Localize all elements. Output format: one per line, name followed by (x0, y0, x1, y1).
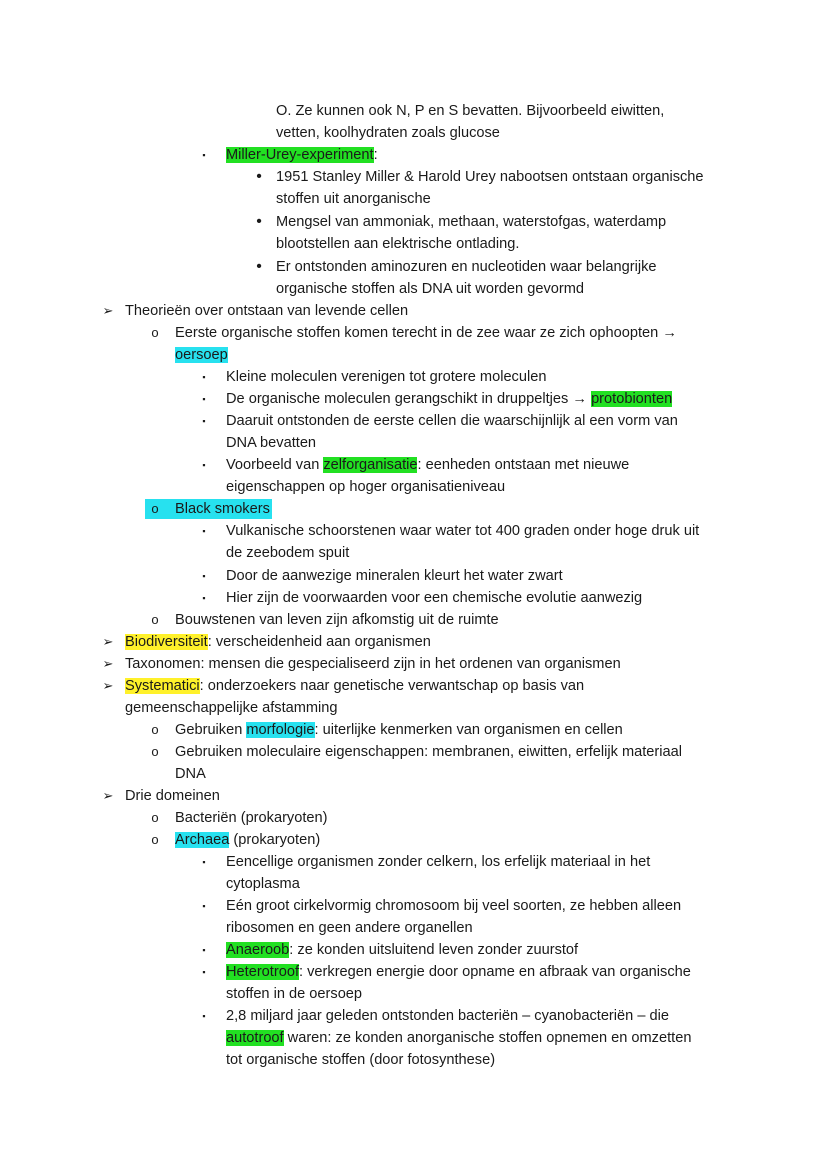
dot-bullet-icon: • (256, 258, 262, 275)
list-item: Miller-Urey-experiment: (226, 147, 378, 163)
square-bullet-icon: ▪ (202, 945, 206, 955)
list-item: Hier zijn de voorwaarden voor een chemische evolutie aanwezig (226, 590, 643, 606)
circle-bullet-icon: o (151, 501, 159, 516)
list-item: Eén groot cirkelvormig chromosoom bij veel soorten, ze hebben alleen (226, 898, 682, 914)
right-arrow-icon: → (662, 325, 677, 341)
list-item: Bouwstenen van leven zijn afkomstig uit de ruimte (175, 612, 499, 628)
text-line: organische stoffen als DNA uit worden gevormd (276, 281, 584, 297)
list-item: De organische moleculen gerangschikt in druppeltjes → protobionten (226, 391, 673, 407)
list-item: Vulkanische schoorstenen waar water tot 400 graden onder hoge druk uit (226, 523, 700, 539)
circle-bullet-icon: o (151, 832, 159, 847)
square-bullet-icon: ▪ (202, 593, 206, 603)
highlighted-term: morfologie (246, 722, 315, 738)
list-item: Er ontstonden aminozuren en nucleotiden waar belangrijke (276, 259, 657, 275)
text-line: stoffen in de oersoep (226, 986, 363, 1002)
list-item: Mengsel van ammoniak, methaan, waterstofgas, waterdamp (276, 214, 667, 230)
square-bullet-icon: ▪ (202, 901, 206, 911)
highlighted-term: Miller-Urey-experiment (226, 147, 374, 163)
right-arrow-icon: → (572, 391, 587, 407)
arrow-bullet-icon: ➢ (102, 678, 114, 693)
list-item: Gebruiken morfologie: uiterlijke kenmerken van organismen en cellen (175, 722, 623, 738)
arrow-bullet-icon: ➢ (102, 634, 114, 649)
arrow-bullet-icon: ➢ (102, 303, 114, 318)
list-item: Anaeroob: ze konden uitsluitend leven zonder zuurstof (226, 942, 579, 958)
highlighted-term: Anaeroob (226, 942, 290, 958)
list-item: Drie domeinen (125, 788, 220, 804)
list-item: 2,8 miljard jaar geleden ontstonden bacteriën – cyanobacteriën – die (226, 1008, 669, 1024)
dot-bullet-icon: • (256, 213, 262, 230)
text-line: cytoplasma (226, 876, 300, 892)
text-line: eigenschappen op hoger organisatieniveau (226, 479, 506, 495)
text-line: O. Ze kunnen ook N, P en S bevatten. Bijvoorbeeld eiwitten, (276, 103, 665, 119)
text-line: ribosomen en geen andere organellen (226, 920, 473, 936)
list-item: Systematici: onderzoekers naar genetische verwantschap op basis van (125, 678, 585, 694)
highlighted-term: Biodiversiteit (125, 634, 208, 650)
list-item: Archaea (prokaryoten) (175, 832, 321, 848)
list-item: Voorbeeld van zelforganisatie: eenheden ontstaan met nieuwe (226, 457, 630, 473)
square-bullet-icon: ▪ (202, 150, 206, 160)
highlighted-term: autotroof (226, 1030, 284, 1046)
list-item: Taxonomen: mensen die gespecialiseerd zijn in het ordenen van organismen (125, 656, 621, 672)
square-bullet-icon: ▪ (202, 526, 206, 536)
highlighted-term: protobionten (591, 391, 673, 407)
highlighted-term: Heterotroof (226, 964, 300, 980)
square-bullet-icon: ▪ (202, 857, 206, 867)
text-line: de zeebodem spuit (226, 545, 350, 561)
circle-bullet-icon: o (151, 810, 159, 825)
list-item: Daaruit ontstonden de eerste cellen die waarschijnlijk al een vorm van (226, 413, 678, 429)
list-item: Door de aanwezige mineralen kleurt het water zwart (226, 568, 563, 584)
text-line: DNA (175, 766, 206, 782)
list-item: 1951 Stanley Miller & Harold Urey nabootsen ontstaan organische (276, 169, 704, 185)
square-bullet-icon: ▪ (202, 967, 206, 977)
list-item: Black smokers (175, 501, 270, 517)
text-line: vetten, koolhydraten zoals glucose (276, 125, 500, 141)
circle-bullet-icon: o (151, 612, 159, 627)
square-bullet-icon: ▪ (202, 460, 206, 470)
highlighted-term: zelforganisatie (323, 457, 418, 473)
arrow-bullet-icon: ➢ (102, 656, 114, 671)
text-line: tot organische stoffen (door fotosynthese) (226, 1052, 496, 1068)
text-line: autotroof waren: ze konden anorganische stoffen opnemen en omzetten (226, 1030, 692, 1046)
list-item: Gebruiken moleculaire eigenschappen: membranen, eiwitten, erfelijk materiaal (175, 744, 682, 760)
square-bullet-icon: ▪ (202, 1011, 206, 1021)
square-bullet-icon: ▪ (202, 571, 206, 581)
arrow-bullet-icon: ➢ (102, 788, 114, 803)
square-bullet-icon: ▪ (202, 372, 206, 382)
text-line (175, 344, 228, 366)
list-item: Biodiversiteit: verscheidenheid aan organismen (125, 634, 431, 650)
circle-bullet-icon: o (151, 744, 159, 759)
square-bullet-icon: ▪ (202, 394, 206, 404)
text-line: DNA bevatten (226, 435, 317, 451)
list-item: Heterotroof: verkregen energie door opname en afbraak van organische (226, 964, 691, 980)
text-line: stoffen uit anorganische (276, 191, 431, 207)
list-item: Eerste organische stoffen komen terecht in de zee waar ze zich ophoopten → (175, 325, 677, 341)
list-item: Eencellige organismen zonder celkern, los erfelijk materiaal in het (226, 854, 651, 870)
list-item: Kleine moleculen verenigen tot grotere moleculen (226, 369, 547, 385)
circle-bullet-icon: o (151, 325, 159, 340)
text-line: gemeenschappelijke afstamming (125, 700, 338, 716)
highlighted-term: Archaea (175, 832, 230, 848)
dot-bullet-icon: • (256, 168, 262, 185)
text-line: blootstellen aan elektrische ontlading. (276, 236, 520, 252)
highlighted-term: Systematici (125, 678, 200, 694)
list-item: Theorieën over ontstaan van levende cellen (125, 303, 409, 319)
circle-bullet-icon: o (151, 722, 159, 737)
highlighted-term: oersoep (175, 347, 228, 363)
square-bullet-icon: ▪ (202, 416, 206, 426)
list-item: Bacteriën (prokaryoten) (175, 810, 328, 826)
